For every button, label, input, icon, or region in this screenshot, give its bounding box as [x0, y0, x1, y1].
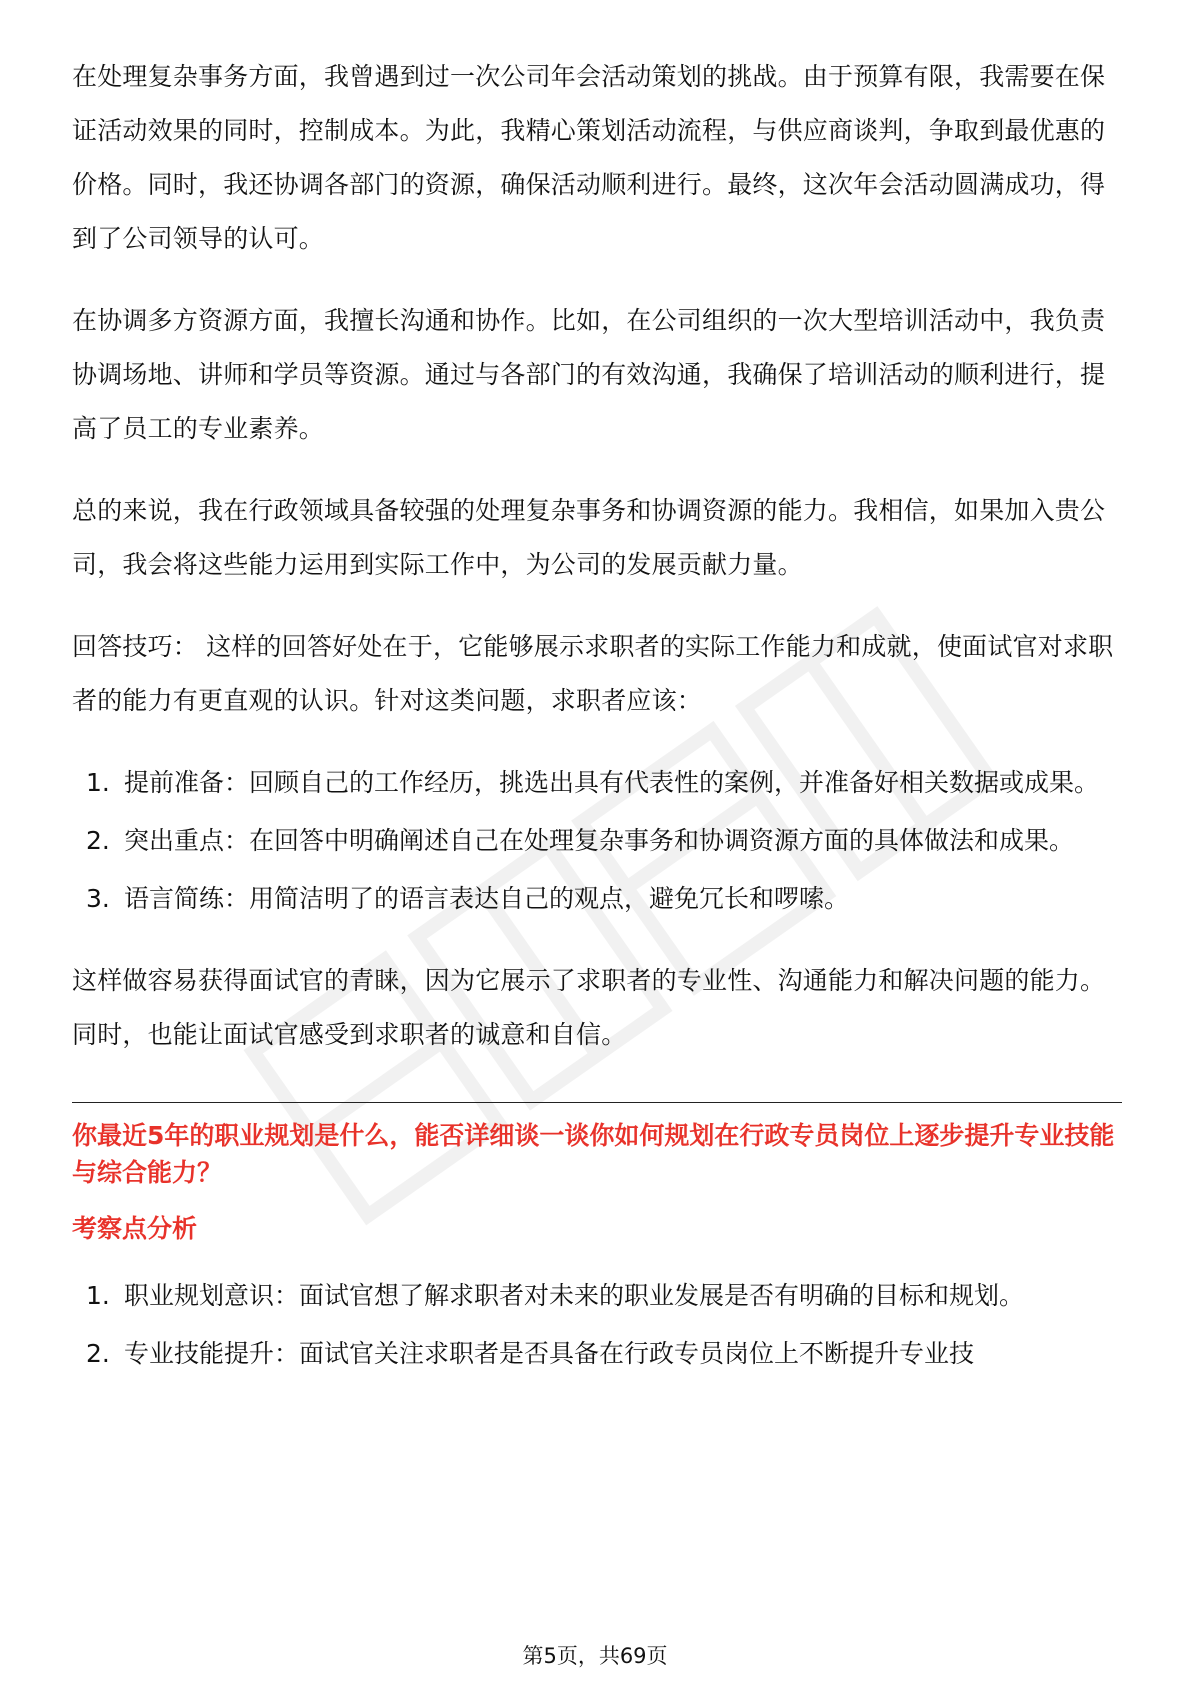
list-item	[72, 872, 1122, 926]
interview-question: 你最近5年的职业规划是什么，能否详细谈一谈你如何规划在行政专员岗位上逐步提升专业技能与综合能力？	[72, 1121, 1115, 1187]
list-item-number: 1.	[86, 768, 110, 797]
list-item-number: 2.	[86, 826, 110, 855]
list-item-number: 3.	[86, 884, 110, 913]
list-item-number: 2.	[86, 1339, 110, 1368]
list-item-number: 1.	[86, 1281, 110, 1310]
list-item-text: 语言简练：用简洁明了的语言表达自己的观点，避免冗长和啰嗦。	[124, 884, 850, 913]
list-item-text: 突出重点：在回答中明确阐述自己在处理复杂事务和协调资源方面的具体做法和成果。	[124, 826, 1075, 855]
analysis-list	[72, 1269, 1122, 1381]
list-item	[72, 756, 1122, 810]
paragraph-summary: 总的来说，我在行政领域具备较强的处理复杂事务和协调资源的能力。我相信，如果加入贵公司，我会将这些能力运用到实际工作中，为公司的发展贡献力量。	[72, 496, 1106, 579]
analysis-heading: 考察点分析	[72, 1214, 198, 1243]
paragraph-resource-coordination: 在协调多方资源方面，我擅长沟通和协作。比如，在公司组织的一次大型培训活动中，我负责协调场地、讲师和学员等资源。通过与各部门的有效沟通，我确保了培训活动的顺利进行，提高了员工的专业素养。	[72, 306, 1106, 443]
section-divider	[72, 1102, 1122, 1103]
list-item-text: 职业规划意识：面试官想了解求职者对未来的职业发展是否有明确的目标和规划。	[124, 1281, 1025, 1310]
document-page	[72, 50, 1122, 1409]
list-item	[72, 1327, 1122, 1381]
list-item	[72, 814, 1122, 868]
list-item-text: 专业技能提升：面试官关注求职者是否具备在行政专员岗位上不断提升专业技	[124, 1339, 975, 1368]
page-footer: 第5页，共69页	[522, 1644, 668, 1668]
paragraph-answer-tips: 回答技巧： 这样的回答好处在于，它能够展示求职者的实际工作能力和成就，使面试官对求职者的能力有更直观的认识。针对这类问题，求职者应该：	[72, 632, 1114, 715]
paragraph-complex-affairs: 在处理复杂事务方面，我曾遇到过一次公司年会活动策划的挑战。由于预算有限，我需要在保证活动效果的同时，控制成本。为此，我精心策划活动流程，与供应商谈判，争取到最优惠的价格。同时，我还协调各部门的资源，确保活动顺利进行。最终，这次年会活动圆满成功，得到了公司领导的认可。	[72, 62, 1106, 253]
tips-list	[72, 756, 1122, 926]
paragraph-closing: 这样做容易获得面试官的青睐，因为它展示了求职者的专业性、沟通能力和解决问题的能力。同时，也能让面试官感受到求职者的诚意和自信。	[72, 966, 1106, 1049]
list-item	[72, 1269, 1122, 1323]
list-item-text: 提前准备：回顾自己的工作经历，挑选出具有代表性的案例，并准备好相关数据或成果。	[124, 768, 1100, 797]
